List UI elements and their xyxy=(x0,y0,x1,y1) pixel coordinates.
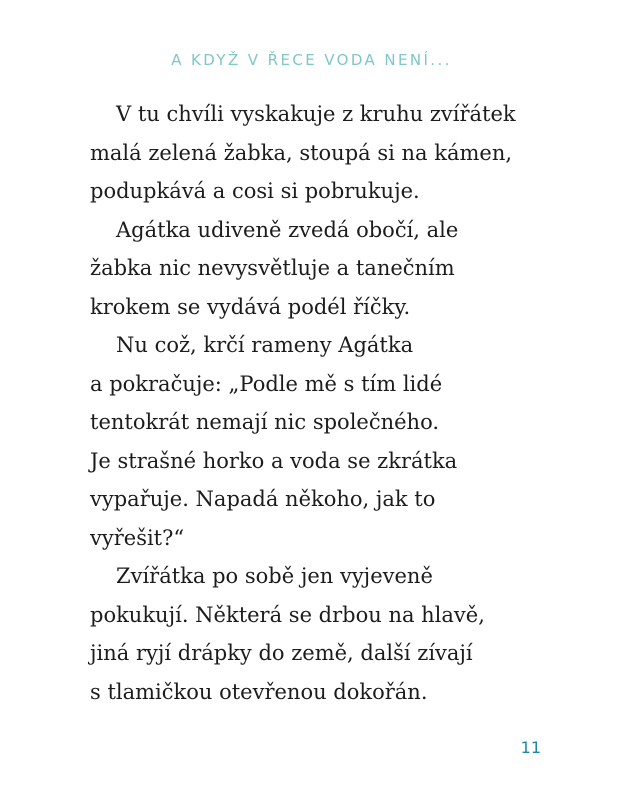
text-line: V tu chvíli vyskakuje z kruhu zvířátek xyxy=(116,102,516,126)
text-line: Agátka udiveně zvedá obočí, ale xyxy=(116,217,459,242)
paragraph-3 xyxy=(90,326,560,557)
running-head: A KDYŽ V ŘECE VODA NENÍ... xyxy=(171,51,452,69)
text-line: jiná ryjí drápky do země, další zívají xyxy=(90,641,473,665)
text-line: Je strašné horko a voda se zkrátka xyxy=(90,448,458,473)
text-line: s tlamičkou otevřenou dokořán. xyxy=(90,679,428,704)
text-line: Zvířátka po sobě jen vyjeveně xyxy=(116,564,433,588)
text-line: žabka nic nevysvětluje a tanečním xyxy=(90,256,455,280)
text-line: krokem se vydává podél říčky. xyxy=(90,294,411,319)
text-line: malá zelená žabka, stoupá si na kámen, xyxy=(90,140,513,165)
text-line: podupkává a cosi si pobrukuje. xyxy=(90,179,420,203)
text-line: a pokračuje: „Podle mě s tím lidé xyxy=(90,371,443,396)
paragraph-1 xyxy=(90,95,560,211)
paragraph-2 xyxy=(90,211,560,327)
body-text xyxy=(90,95,560,711)
paragraph-4 xyxy=(90,557,560,711)
text-line: tentokrát nemají nic společného. xyxy=(90,410,440,434)
text-line: vyřešit?“ xyxy=(90,525,185,550)
text-line: vypařuje. Napadá někoho, jak to xyxy=(90,487,436,511)
text-line: Nu což, krčí rameny Agátka xyxy=(116,333,414,357)
text-line: pokukují. Některá se drbou na hlavě, xyxy=(90,602,485,627)
page-number: 11 xyxy=(520,738,541,757)
